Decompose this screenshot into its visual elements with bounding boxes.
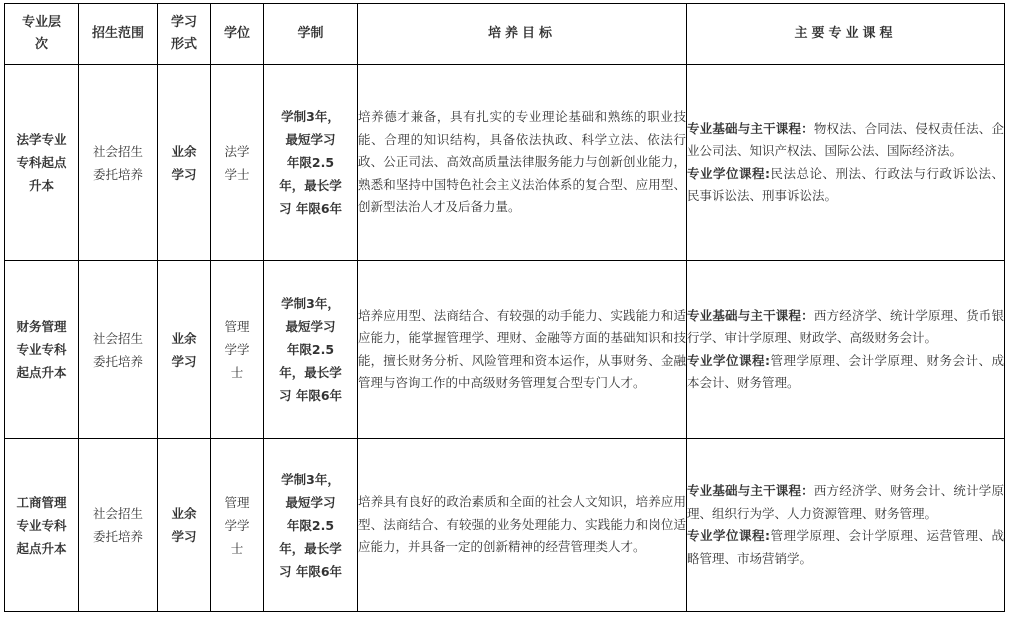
degree-line: 管理: [224, 319, 250, 334]
courses-cell: [687, 261, 1005, 439]
level-line: 法学专业: [16, 132, 67, 147]
duration-line: 习 年限6年: [278, 563, 343, 579]
core-course-text: 西方经济学、统计学原理、货币银行学、审计学原理、财政学、高级财务会计。: [687, 307, 1004, 345]
table-row: [5, 439, 1005, 612]
header-level-line: 次: [34, 37, 48, 52]
duration-cell: [264, 65, 358, 261]
scope-line: 社会招生: [92, 330, 143, 346]
scope-line: 委托培养: [92, 529, 143, 544]
courses-cell: [687, 65, 1005, 261]
duration-line: 年限2.5: [286, 517, 335, 533]
core-course-text: 西方经济学、财务会计、统计学原理、组织行为学、人力资源管理、财务管理。: [687, 483, 1004, 521]
core-course-text: 物权法、合同法、侵权责任法、企业公司法、知识产权法、国际公法、国际经济法。: [687, 120, 1004, 158]
level-cell: [5, 261, 79, 439]
level-cell: [5, 65, 79, 261]
degree-cell: [211, 65, 264, 261]
goal-cell: 培养应用型、法商结合、有较强的动手能力、实践能力和适应能力，能掌握管理学、理财、金融等方面的基础知识和技能，擅长财务分析、风险管理和资本运作，从事财务、金融管理与咨询工作的中高级财务管理复合型专门人才。: [358, 261, 687, 439]
scope-line: 委托培养: [92, 353, 143, 369]
duration-line: 年限2.5: [286, 342, 335, 357]
duration-line: 学制3年，: [281, 109, 340, 124]
duration-line: 习 年限6年: [278, 201, 343, 216]
duration-line: 习 年限6年: [278, 388, 343, 403]
degree-course-label: 专业学位课程:: [687, 352, 770, 368]
duration-cell: [264, 439, 358, 612]
mode-line: 业余: [171, 143, 197, 159]
header-level: [5, 4, 79, 65]
header-goal: 培养目标: [358, 4, 687, 65]
core-course-label: 专业基础与主干课程：: [687, 483, 814, 498]
degree-cell: [211, 439, 264, 612]
duration-line: 年，最长学: [279, 540, 342, 556]
degree-line: 士: [230, 365, 244, 380]
degree-line: 法学: [224, 143, 250, 159]
goal-cell: 培养德才兼备，具有扎实的专业理论基础和熟练的职业技能、合理的知识结构，具备依法执政、科学立法、依法行政、公正司法、高效高质量法律服务能力与创新创业能力，熟悉和坚持中国特色社会主义法治体系的复合型、应用型、创新型法治人才及后备力量。: [358, 65, 687, 261]
core-course-label: 专业基础与主干课程：: [687, 120, 814, 136]
level-line: 专业专科: [16, 517, 67, 533]
header-mode-line: 学习: [170, 15, 197, 30]
scope-line: 社会招生: [92, 506, 143, 521]
degree-course-text: 民法总论、刑法、行政法与行政诉讼法、民事诉讼法、刑事诉讼法。: [687, 165, 1004, 203]
mode-line: 学习: [171, 353, 197, 369]
header-mode-line: 形式: [170, 37, 197, 52]
core-course-label: 专业基础与主干课程：: [687, 307, 814, 323]
level-cell: [5, 439, 79, 612]
level-line: 专科起点: [16, 155, 67, 170]
duration-line: 最短学习: [285, 132, 336, 147]
degree-course-label: 专业学位课程:: [687, 528, 770, 543]
mode-cell: [158, 261, 211, 439]
mode-line: 学习: [171, 166, 197, 182]
degree-course-text: 管理学原理、会计学原理、财务会计、成本会计、财务管理。: [687, 352, 1004, 390]
table-row: [5, 261, 1005, 439]
duration-line: 年，最长学: [279, 365, 342, 380]
header-mode: [158, 4, 211, 65]
scope-cell: [79, 65, 158, 261]
scope-line: 社会招生: [92, 143, 143, 159]
duration-line: 最短学习: [285, 319, 336, 334]
duration-line: 年限2.5: [286, 155, 335, 170]
courses-cell: [687, 439, 1005, 612]
scope-line: 委托培养: [92, 166, 143, 182]
program-table: [4, 3, 1005, 612]
duration-line: 年，最长学: [279, 178, 342, 193]
goal-cell: 培养具有良好的政治素质和全面的社会人文知识，培养应用型、法商结合、有较强的业务处理能力、实践能力和岗位适应能力，并具备一定的创新精神的经营管理类人才。: [358, 439, 687, 612]
mode-line: 业余: [171, 330, 197, 346]
header-scope: 招生范围: [79, 4, 158, 65]
mode-cell: [158, 439, 211, 612]
degree-course-label: 专业学位课程:: [687, 165, 770, 181]
level-line: 升本: [28, 178, 54, 193]
degree-line: 士: [230, 540, 244, 556]
level-line: 财务管理: [16, 319, 67, 334]
level-line: 起点升本: [16, 540, 67, 556]
mode-line: 学习: [171, 529, 197, 544]
header-level-line: 专业层: [21, 15, 61, 30]
degree-cell: [211, 261, 264, 439]
scope-cell: [79, 261, 158, 439]
degree-line: 学学: [224, 517, 250, 533]
scope-cell: [79, 439, 158, 612]
header-duration: 学制: [264, 4, 358, 65]
duration-cell: [264, 261, 358, 439]
duration-line: 最短学习: [285, 494, 336, 510]
header-row: [5, 4, 1005, 65]
degree-course-text: 管理学原理、会计学原理、运营管理、战略管理、市场营销学。: [687, 528, 1004, 566]
table-row: [5, 65, 1005, 261]
degree-line: 管理: [224, 494, 250, 510]
duration-line: 学制3年，: [281, 471, 340, 487]
degree-line: 学士: [224, 166, 250, 182]
level-line: 起点升本: [16, 365, 67, 380]
duration-line: 学制3年，: [281, 296, 340, 311]
degree-line: 学学: [224, 342, 250, 357]
mode-line: 业余: [171, 506, 197, 521]
header-degree: 学位: [211, 4, 264, 65]
mode-cell: [158, 65, 211, 261]
level-line: 专业专科: [16, 342, 67, 357]
level-line: 工商管理: [16, 494, 67, 510]
header-courses: 主要专业课程: [687, 4, 1005, 65]
